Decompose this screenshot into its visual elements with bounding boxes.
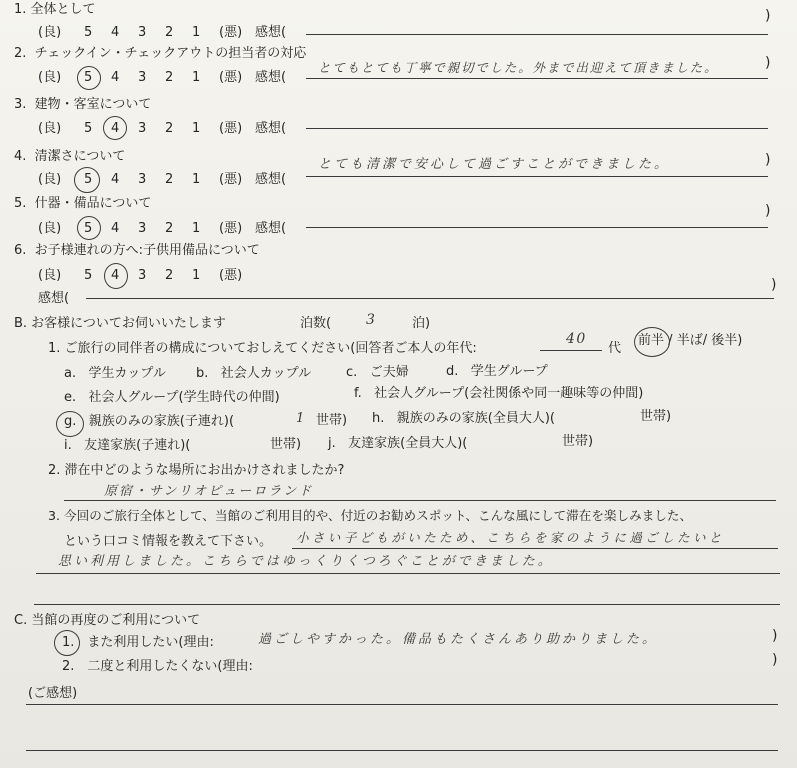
c-option-1-answer: 過ごしやすかった。備品もたくさんあり助かりました。: [258, 632, 659, 647]
q1-question: 1. ご旅行の同伴者の構成についておしえてください(回答者ご本人の年代:: [48, 341, 477, 356]
q1-age-unit: 代: [608, 341, 622, 356]
q1-option-e: e. 社会人グループ(学生時代の仲間): [64, 390, 280, 405]
q1-option-i-unit: 世帯): [270, 437, 302, 452]
item-1-rating-scale: (良) 5 4 3 2 1 (悪) 感想(: [38, 25, 287, 40]
c-option-2: 2. 二度と利用したくない(理由:: [62, 659, 253, 674]
q1-option-c: c. ご夫婦: [346, 365, 409, 380]
nights-unit: 泊): [412, 316, 431, 331]
q1-option-h: h. 親族のみの家族(全員大人)(: [372, 411, 555, 426]
q1-option-j-unit: 世帯): [562, 434, 594, 449]
comment-line-2: [26, 750, 778, 751]
item-4-selected-circle: [74, 167, 100, 193]
item-6-comment-close: ): [771, 277, 777, 293]
q3-answer-line2-rule: [36, 573, 780, 574]
q1-option-b: b. 社会人カップル: [196, 366, 312, 381]
item-2-comment-line: [306, 78, 768, 79]
item-3-comment-line: [306, 128, 768, 129]
c-option-2-close: ): [772, 652, 778, 668]
q2-question: 2. 滞在中どのような場所にお出かけされましたか?: [48, 463, 345, 478]
q1-option-j: j. 友達家族(全員大人)(: [328, 436, 468, 451]
item-2-comment-text: とてもとても丁寧で親切でした。外まで出迎えて頂きました。: [318, 60, 719, 75]
section-b-heading: B. お客様についてお伺いいたします: [14, 316, 226, 331]
item-4-comment-close: ): [765, 152, 771, 168]
q1-option-a: a. 学生カップル: [64, 366, 166, 381]
comment-label: (ご感想): [28, 686, 78, 701]
q1-age-selected-circle: [634, 327, 670, 357]
item-3-selected-circle: [103, 116, 127, 140]
q1-age-value: 40: [566, 331, 587, 347]
item-1-title: 1. 全体として: [14, 2, 96, 17]
item-5-rating-scale: (良) 5 4 3 2 1 (悪) 感想(: [38, 221, 287, 236]
item-4-comment-text: とても清潔で安心して過ごすことができました。: [318, 157, 671, 172]
item-5-title: 5. 什器・備品について: [14, 196, 152, 211]
q1-option-i: i. 友達家族(子連れ)(: [64, 438, 191, 453]
q3-answer-line3-rule: [34, 604, 780, 605]
q1-age-line: [540, 350, 602, 351]
item-1-comment-line: [306, 34, 768, 35]
item-3-title: 3. 建物・客室について: [14, 97, 152, 112]
q2-answer: 原宿・サンリオピューロランド: [104, 484, 314, 499]
item-2-comment-close: ): [765, 55, 771, 71]
q1-option-g-unit: 世帯): [316, 413, 348, 428]
item-6-rating-scale: (良) 5 4 3 2 1 (悪): [38, 268, 243, 283]
item-6-comment-label: 感想(: [38, 291, 70, 306]
item-3-rating-scale: (良) 5 4 3 2 1 (悪) 感想(: [38, 121, 287, 136]
q3-answer-line2: 思い利用しました。こちらではゆっくりくつろぐことができました。: [58, 554, 554, 569]
q1-option-g-value: 1: [296, 411, 306, 426]
q1-option-f: f. 社会人グループ(会社関係や同一趣味等の仲間): [354, 386, 644, 401]
q1-option-g-selected-circle: [56, 411, 84, 437]
item-6-selected-circle: [104, 263, 128, 289]
q3-answer-line1: 小さい子どもがいたため、こちらを家のように過ごしたいと: [296, 530, 725, 545]
item-5-comment-line: [306, 227, 768, 228]
item-2-selected-circle: [77, 66, 101, 90]
comment-line-1: [26, 704, 778, 705]
item-6-comment-line: [86, 298, 774, 299]
q1-option-d: d. 学生グループ: [446, 364, 548, 379]
item-6-title: 6. お子様連れの方へ:子供用備品について: [14, 243, 260, 258]
c-option-1-close: ): [772, 628, 778, 644]
c-option-1-selected-circle: [54, 630, 80, 656]
q3-question-line2: という口コミ情報を教えて下さい。: [64, 534, 273, 549]
c-option-1: 1. また利用したい(理由:: [62, 635, 214, 650]
nights-value: 3: [366, 312, 377, 328]
q3-question-line1: 3. 今回のご旅行全体として、当館のご利用目的や、付近のお勧めスポット、こんな風にして滞在を楽しみました、: [48, 508, 693, 523]
nights-label: 泊数(: [300, 316, 332, 331]
item-4-title: 4. 清潔さについて: [14, 149, 126, 164]
section-c-heading: C. 当館の再度のご利用について: [14, 613, 201, 628]
item-4-rating-scale: (良) 5 4 3 2 1 (悪) 感想(: [38, 172, 287, 187]
item-5-comment-close: ): [765, 203, 771, 219]
item-2-title: 2. チェックイン・チェックアウトの担当者の対応: [14, 46, 307, 61]
item-5-selected-circle: [77, 216, 101, 240]
q1-option-h-unit: 世帯): [640, 409, 672, 424]
item-4-comment-line: [306, 176, 768, 177]
q2-answer-line: [64, 500, 776, 501]
item-1-comment-close: ): [765, 8, 771, 24]
item-2-rating-scale: (良) 5 4 3 2 1 (悪) 感想(: [38, 70, 287, 85]
q1-option-g: g. 親族のみの家族(子連れ)(: [64, 414, 235, 429]
q1-age-options: 前半 / 半ば/ 後半): [638, 333, 743, 348]
q3-answer-line1-rule: [292, 548, 778, 549]
